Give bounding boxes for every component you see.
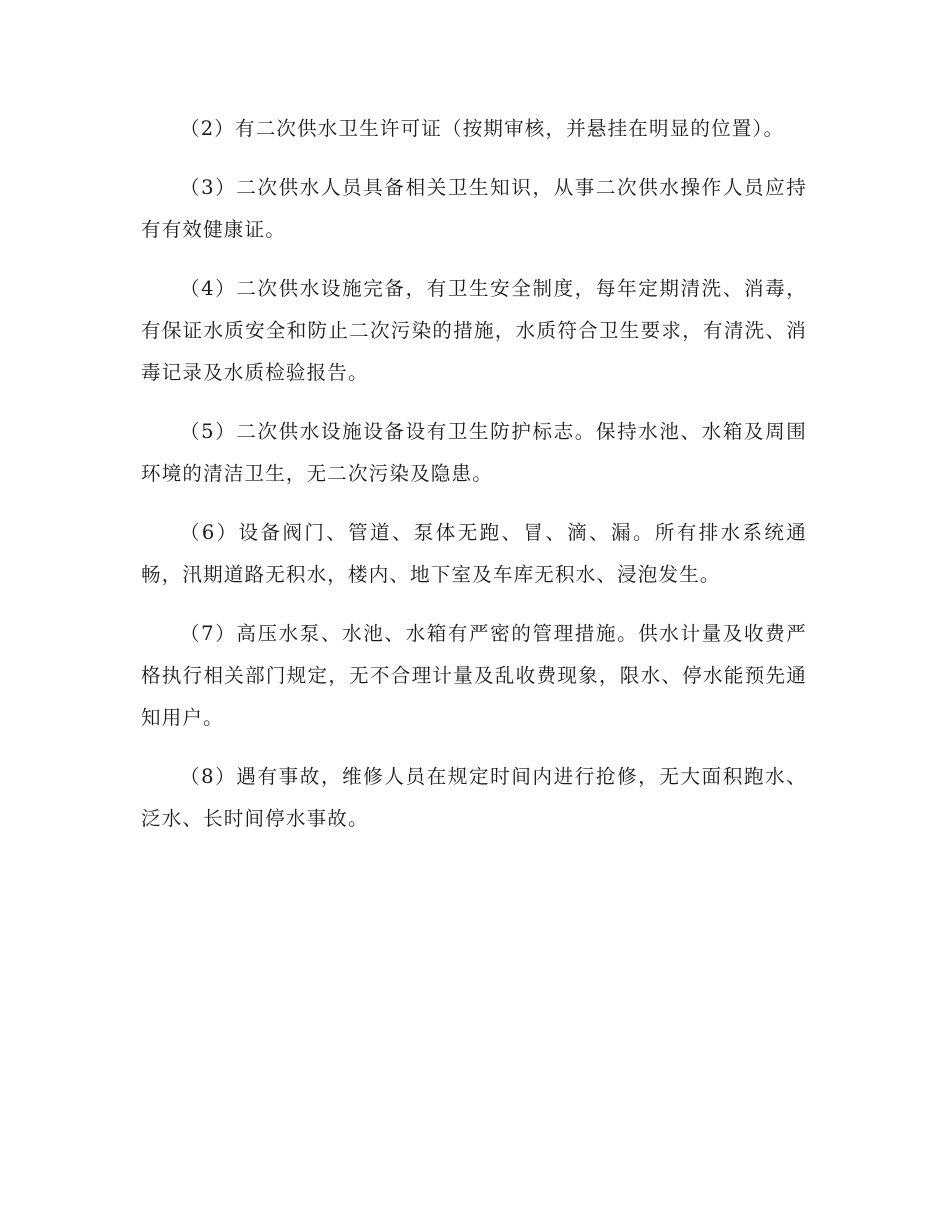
paragraph-item-6: （6）设备阀门、管道、泵体无跑、冒、滴、漏。所有排水系统通畅，汛期道路无积水，楼内、地下室及车库无积水、浸泡发生。 <box>141 521 807 586</box>
paragraph-item-3: （3）二次供水人员具备相关卫生知识，从事二次供水操作人员应持有有效健康证。 <box>141 176 807 241</box>
paragraph-item-8: （8）遇有事故，维修人员在规定时间内进行抢修，无大面积跑水、泛水、长时间停水事故。 <box>141 765 807 830</box>
document-body <box>141 108 807 857</box>
paragraph-item-5: （5）二次供水设施设备设有卫生防护标志。保持水池、水箱及周围环境的清洁卫生，无二次污染及隐患。 <box>141 420 807 485</box>
paragraph-item-2: （2）有二次供水卫生许可证（按期审核，并悬挂在明显的位置）。 <box>180 117 785 140</box>
paragraph-item-4: （4）二次供水设施完备，有卫生安全制度，每年定期清洗、消毒，有保证水质安全和防止二次污染的措施，水质符合卫生要求，有清洗、消毒记录及水质检验报告。 <box>141 277 807 384</box>
paragraph-item-7: （7）高压水泵、水池、水箱有严密的管理措施。供水计量及收费严格执行相关部门规定，无不合理计量及乱收费现象，限水、停水能预先通知用户。 <box>141 622 807 729</box>
